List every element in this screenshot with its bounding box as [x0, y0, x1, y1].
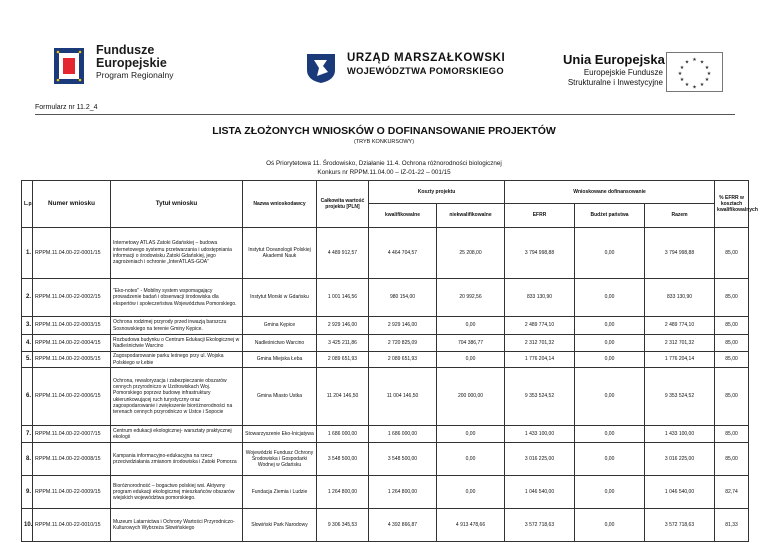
- table-row: [22, 368, 749, 426]
- row-efrr: 833 130,90: [505, 279, 575, 317]
- row-efrr: 9 353 524,52: [505, 368, 575, 426]
- row-lp: 1.: [22, 228, 33, 279]
- row-ineligible-costs: 0,00: [437, 317, 505, 335]
- svg-text:★: ★: [692, 84, 697, 91]
- row-ineligible-costs: 0,00: [437, 426, 505, 443]
- col-total-value-header: Całkowita wartość projektu [PLN]: [317, 181, 369, 228]
- row-total-funding: 3 016 225,00: [645, 443, 715, 476]
- row-total-funding: 9 353 524,52: [645, 368, 715, 426]
- table-row: [22, 443, 749, 476]
- row-total-value: 4 489 912,57: [317, 228, 369, 279]
- ue-logo-line3: Strukturalne i Inwestycyjne: [567, 78, 663, 87]
- um-logo-line2: WOJEWÓDZTWA POMORSKIEGO: [347, 66, 504, 76]
- row-efrr-percent: 85,00: [715, 443, 749, 476]
- row-eligible-costs: 3 548 500,00: [369, 443, 437, 476]
- row-total-value: 1 001 146,56: [317, 279, 369, 317]
- row-title: Zagospodarowanie parku leśnego przy ul. Wojska Polskiego w Łebie: [111, 352, 243, 368]
- row-application-number: RPPM.11.04.00-22-0008/15: [33, 443, 111, 476]
- row-efrr-percent: 85,00: [715, 352, 749, 368]
- col-nr-header: Numer wniosku: [33, 181, 111, 228]
- col-efrr-header: EFRR: [505, 204, 575, 228]
- document-subtitle: (TRYB KONKURSOWY): [353, 139, 415, 145]
- row-eligible-costs: 4 392 866,87: [369, 509, 437, 542]
- row-total-funding: 1 433 100,00: [645, 426, 715, 443]
- row-total-value: 9 306 345,53: [317, 509, 369, 542]
- row-lp: 2.: [22, 279, 33, 317]
- row-ineligible-costs: 0,00: [437, 352, 505, 368]
- row-total-funding: 833 130,90: [645, 279, 715, 317]
- table-row: [22, 352, 749, 368]
- table-row: [22, 335, 749, 352]
- row-efrr-percent: 85,00: [715, 228, 749, 279]
- row-lp: 5.: [22, 352, 33, 368]
- row-total-value: 3 425 211,86: [317, 335, 369, 352]
- competition-number: Konkurs nr RPPM.11.04.00 – IZ-01-22 – 001/15: [317, 169, 451, 176]
- row-ineligible-costs: 0,00: [437, 476, 505, 509]
- row-application-number: RPPM.11.04.00-22-0007/15: [33, 426, 111, 443]
- row-applicant: Gmina Miejska Łeba: [243, 352, 317, 368]
- row-total-value: 1 686 000,00: [317, 426, 369, 443]
- row-efrr-percent: 81,33: [715, 509, 749, 542]
- svg-text:★: ★: [684, 82, 690, 88]
- row-title: Centrum edukacji ekologicznej- warsztaty praktycznej ekologii: [111, 426, 243, 443]
- fe-logo-line3: Program Regionalny: [96, 70, 174, 80]
- table-row: [22, 279, 749, 317]
- header-divider: [35, 114, 735, 115]
- row-application-number: RPPM.11.04.00-22-0001/15: [33, 228, 111, 279]
- col-state-budget-header: Budżet państwa: [575, 204, 645, 228]
- row-application-number: RPPM.11.04.00-22-0002/15: [33, 279, 111, 317]
- row-applicant: Gmina Miasto Ustka: [243, 368, 317, 426]
- row-ineligible-costs: 0,00: [437, 443, 505, 476]
- applications-table-body: [22, 228, 749, 542]
- priority-axis-line: Oś Priorytetowa 11. Środowisko, Działanie 11.4. Ochrona różnorodności biologicznej: [266, 160, 502, 167]
- svg-text:★: ★: [684, 59, 690, 66]
- row-title: Bioróżnorodność – bogactwo polskiej wsi. Aktywny program edukacji ekologicznej mieszkańców obszarów wiejskich województwa pomorskiego.: [111, 476, 243, 509]
- svg-text:★: ★: [706, 71, 712, 77]
- row-state-budget: 0,00: [575, 426, 645, 443]
- col-applicant-header: Nazwa wnioskodawcy: [243, 181, 317, 228]
- row-state-budget: 0,00: [575, 476, 645, 509]
- row-state-budget: 0,00: [575, 317, 645, 335]
- row-applicant: Nadleśnictwo Warcino: [243, 335, 317, 352]
- col-funding-header: Wnioskowane dofinansowanie: [505, 181, 715, 204]
- row-lp: 9.: [22, 476, 33, 509]
- pomorskie-griffin-icon: [303, 50, 339, 84]
- row-state-budget: 0,00: [575, 443, 645, 476]
- row-efrr-percent: 85,00: [715, 368, 749, 426]
- row-state-budget: 0,00: [575, 335, 645, 352]
- table-row: [22, 476, 749, 509]
- row-title: Muzeum Latarnictwa i Ochrony Wartości Przyrodniczo-Kulturowych Wybrzeża Słowińskiego: [111, 509, 243, 542]
- row-application-number: RPPM.11.04.00-22-0003/15: [33, 317, 111, 335]
- row-efrr: 1 046 540,00: [505, 476, 575, 509]
- fe-star-logo-icon: [50, 44, 90, 88]
- table-row: [22, 509, 749, 542]
- row-efrr: 1 776 204,14: [505, 352, 575, 368]
- row-applicant: Instytut Morski w Gdańsku: [243, 279, 317, 317]
- row-total-funding: 3 572 718,63: [645, 509, 715, 542]
- document-title: LISTA ZŁOŻONYCH WNIOSKÓW O DOFINANSOWANIE PROJEKTÓW: [212, 125, 556, 137]
- row-efrr: 2 312 701,32: [505, 335, 575, 352]
- row-title: Internetowy ATLAS Zatoki Gdańskiej – budowa internetowego systemu przetwarzania i udostępniania informacji o środowisku Zatoki Gdańskiej, jego zagrożeniach i ochronie „InterATLAS-GOA”: [111, 228, 243, 279]
- svg-text:★: ★: [699, 59, 705, 66]
- ue-logo-line2: Europejskie Fundusze: [583, 68, 663, 77]
- svg-text:★: ★: [692, 57, 697, 63]
- row-lp: 8.: [22, 443, 33, 476]
- row-ineligible-costs: 4 913 478,66: [437, 509, 505, 542]
- table-row: [22, 317, 749, 335]
- row-total-funding: 1 046 540,00: [645, 476, 715, 509]
- row-title: "Eko-notes" - Mobilny system wspomagający prowadzenie badań i obserwacji środowiska dla ekspertów i społeczeństwa Województwa Pomorskiego.: [111, 279, 243, 317]
- row-lp: 4.: [22, 335, 33, 352]
- col-ineligible-header: niekwalifikowalne: [437, 204, 505, 228]
- svg-text:★: ★: [704, 77, 710, 83]
- fe-logo-line1: Fundusze: [96, 43, 155, 57]
- row-title: Kampania informacyjno-edukacyjna na rzecz przeciwdziałania zmianom środowiska i Zatoki Pomorza: [111, 443, 243, 476]
- svg-text:★: ★: [699, 82, 705, 88]
- row-state-budget: 0,00: [575, 228, 645, 279]
- row-efrr-percent: 85,00: [715, 279, 749, 317]
- row-efrr-percent: 82,74: [715, 476, 749, 509]
- row-state-budget: 0,00: [575, 352, 645, 368]
- row-lp: 7.: [22, 426, 33, 443]
- row-eligible-costs: 2 720 825,09: [369, 335, 437, 352]
- row-applicant: Gmina Kępice: [243, 317, 317, 335]
- row-state-budget: 0,00: [575, 509, 645, 542]
- row-total-value: 2 089 651,93: [317, 352, 369, 368]
- row-efrr: 3 016 225,00: [505, 443, 575, 476]
- um-logo-line1: URZĄD MARSZAŁKOWSKI: [347, 52, 506, 64]
- row-title: Ochrona rodzimej przyrody przed inwazją barszczu Sosnowskiego na terenie Gminy Kępice.: [111, 317, 243, 335]
- row-eligible-costs: 1 686 000,00: [369, 426, 437, 443]
- row-ineligible-costs: 25 208,00: [437, 228, 505, 279]
- row-efrr-percent: 85,00: [715, 426, 749, 443]
- col-efrr-percent-header: % EFRR w kosztach kwalifikowalnych: [715, 181, 749, 228]
- row-ineligible-costs: 704 386,77: [437, 335, 505, 352]
- row-application-number: RPPM.11.04.00-22-0005/15: [33, 352, 111, 368]
- row-total-value: 11 204 146,50: [317, 368, 369, 426]
- row-total-funding: 1 776 204,14: [645, 352, 715, 368]
- applications-table: [21, 180, 758, 542]
- row-total-value: 3 548 500,00: [317, 443, 369, 476]
- col-lp-header: L.p.: [22, 181, 33, 228]
- row-eligible-costs: 1 264 800,00: [369, 476, 437, 509]
- row-efrr: 2 489 774,10: [505, 317, 575, 335]
- row-title: Ochrona, rewaloryzacja i zabezpieczanie obszarów cennych przyrodniczo w Uzdrowiskach Woj. Pomorskiego poprzez budowę infrastruktury ukierunkowującej ruch turystyczny oraz zagospodarowanie i zwiększenie bioróżnorodności na terenach cennych przyrodniczo w Ustce i Sopocie: [111, 368, 243, 426]
- row-eligible-costs: 2 089 651,93: [369, 352, 437, 368]
- row-total-value: 1 264 800,00: [317, 476, 369, 509]
- svg-text:★: ★: [677, 71, 683, 77]
- col-title-header: Tytuł wniosku: [111, 181, 243, 228]
- row-eligible-costs: 980 154,00: [369, 279, 437, 317]
- row-applicant: Instytut Oceanologii Polskiej Akademii Nauk: [243, 228, 317, 279]
- row-application-number: RPPM.11.04.00-22-0010/15: [33, 509, 111, 542]
- svg-text:★: ★: [679, 77, 685, 83]
- svg-text:★: ★: [679, 65, 685, 71]
- row-total-value: 2 929 146,00: [317, 317, 369, 335]
- row-applicant: Stowarzyszenie Eko-Inicjatywa: [243, 426, 317, 443]
- eu-flag-icon: [666, 52, 723, 92]
- row-lp: 10.: [22, 509, 33, 542]
- header-logos: [0, 0, 768, 100]
- row-efrr-percent: 85,00: [715, 335, 749, 352]
- row-applicant: Fundacja Ziemia i Ludzie: [243, 476, 317, 509]
- row-applicant: Słowiński Park Narodowy: [243, 509, 317, 542]
- row-eligible-costs: 11 004 146,50: [369, 368, 437, 426]
- row-total-funding: 2 489 774,10: [645, 317, 715, 335]
- row-state-budget: 0,00: [575, 279, 645, 317]
- row-efrr: 3 572 718,63: [505, 509, 575, 542]
- col-total-header: Razem: [645, 204, 715, 228]
- col-costs-header: Koszty projektu: [369, 181, 505, 204]
- row-efrr: 1 433 100,00: [505, 426, 575, 443]
- row-applicant: Wojewódzki Fundusz Ochrony Środowiska i Gospodarki Wodnej w Gdańsku: [243, 443, 317, 476]
- form-number: Formularz nr 11.2_4: [35, 104, 98, 111]
- row-lp: 3.: [22, 317, 33, 335]
- row-ineligible-costs: 20 992,56: [437, 279, 505, 317]
- row-total-funding: 3 794 998,88: [645, 228, 715, 279]
- svg-text:★: ★: [704, 65, 710, 71]
- row-title: Rozbudowa budynku o Centrum Edukacji Ekologicznej w Nadleśnictwie Warcino: [111, 335, 243, 352]
- row-application-number: RPPM.11.04.00-22-0004/15: [33, 335, 111, 352]
- table-row: [22, 426, 749, 443]
- row-ineligible-costs: 200 000,00: [437, 368, 505, 426]
- row-application-number: RPPM.11.04.00-22-0009/15: [33, 476, 111, 509]
- col-eligible-header: kwalifikowalne: [369, 204, 437, 228]
- row-efrr: 3 794 998,88: [505, 228, 575, 279]
- row-eligible-costs: 4 464 704,57: [369, 228, 437, 279]
- ue-logo-line1: Unia Europejska: [563, 52, 665, 67]
- fe-logo-line2: Europejskie: [96, 56, 167, 70]
- row-efrr-percent: 85,00: [715, 317, 749, 335]
- table-row: [22, 228, 749, 279]
- row-lp: 6.: [22, 368, 33, 426]
- row-total-funding: 2 312 701,32: [645, 335, 715, 352]
- row-state-budget: 0,00: [575, 368, 645, 426]
- row-application-number: RPPM.11.04.00-22-0006/15: [33, 368, 111, 426]
- row-eligible-costs: 2 929 146,00: [369, 317, 437, 335]
